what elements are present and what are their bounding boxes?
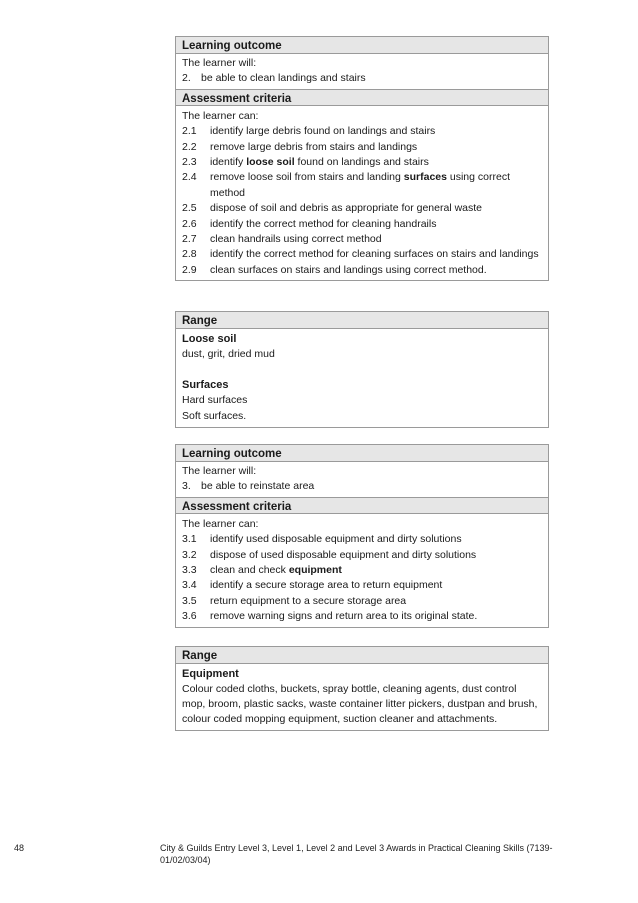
criteria-text: identify the correct method for cleaning handrails (210, 217, 437, 230)
learning-outcome-heading: Learning outcome (176, 37, 548, 54)
learning-outcome-statement (182, 479, 542, 494)
range-table-2 (175, 311, 549, 428)
learner-can-intro: The learner can: (182, 517, 259, 530)
criteria-text: return equipment to a secure storage area (210, 594, 407, 607)
criteria-number: 3.2 (182, 548, 197, 561)
criteria-text: identify the correct method for cleaning surfaces on stairs and landings (210, 248, 539, 261)
criteria-number: 2.6 (182, 217, 197, 230)
criteria-text: dispose of used disposable equipment and dirty solutions (210, 548, 477, 561)
learner-can-intro: The learner can: (182, 109, 259, 122)
criteria-number: 2.5 (182, 202, 197, 215)
criteria-number: 2.1 (182, 125, 197, 138)
criteria-number: 2.7 (182, 233, 197, 246)
criteria-text: identify large debris found on landings and stairs (210, 125, 436, 138)
criteria-text: remove large debris from stairs and landings (210, 140, 418, 153)
learner-will-intro: The learner will: (182, 57, 257, 69)
criteria-item (182, 217, 542, 232)
criteria-item (182, 170, 542, 201)
criteria-number: 3.4 (182, 579, 197, 592)
learning-outcome-3-table (175, 444, 549, 628)
range-desc-soft-surfaces: Soft surfaces. (182, 409, 247, 422)
range-term-highlight: surfaces (403, 171, 447, 184)
criteria-item (182, 124, 542, 139)
range-term-equipment: Equipment (182, 668, 239, 680)
range-desc-loose-soil: dust, grit, dried mud (182, 348, 275, 361)
criteria-item (182, 532, 542, 547)
outcome-number: 3. (182, 480, 191, 493)
criteria-number: 2.8 (182, 248, 197, 261)
range-desc-hard-surfaces: Hard surfaces (182, 394, 248, 407)
range-term-loose-soil: Loose soil (182, 333, 237, 345)
criteria-item (182, 578, 542, 593)
criteria-item (182, 140, 542, 155)
criteria-list (182, 532, 542, 624)
criteria-number: 3.3 (182, 564, 197, 577)
criteria-item (182, 201, 542, 216)
criteria-list (182, 124, 542, 278)
footer-text: City & Guilds Entry Level 3, Level 1, Level 2 and Level 3 Awards in Practical Cleaning Skills (7139-01/02/03/04) (160, 843, 553, 865)
criteria-number: 3.6 (182, 610, 197, 623)
page-number: 48 (14, 843, 25, 853)
criteria-text: clean handrails using correct method (210, 233, 382, 246)
assessment-criteria-heading: Assessment criteria (176, 497, 548, 514)
range-heading: Range (176, 312, 548, 329)
criteria-number: 3.1 (182, 533, 197, 546)
criteria-item (182, 247, 542, 262)
criteria-text: dispose of soil and debris as appropriate for general waste (210, 202, 482, 215)
criteria-number: 2.3 (182, 156, 197, 169)
range-term-highlight: loose soil (246, 156, 295, 169)
criteria-text: remove loose soil from stairs and landing surfaces using correct method (210, 171, 510, 199)
range-term-surfaces: Surfaces (182, 378, 229, 391)
criteria-text: remove warning signs and return area to its original state. (210, 610, 478, 623)
criteria-text: identify loose soil found on landings and stairs (210, 156, 429, 169)
criteria-number: 2.2 (182, 140, 197, 153)
criteria-item (182, 232, 542, 247)
criteria-text: identify used disposable equipment and dirty solutions (210, 533, 462, 546)
learning-outcome-statement (182, 71, 542, 86)
range-desc-equipment: Colour coded cloths, buckets, spray bottle, cleaning agents, dust control mop, broom, plastic sacks, waste container litter pickers, dustpan and brush, colour coded mopping equipment, suction cleaner and attachments. (182, 683, 538, 725)
criteria-text: clean and check equipment (210, 564, 342, 577)
criteria-text: clean surfaces on stairs and landings using correct method. (210, 263, 487, 276)
range-term-highlight: equipment (288, 564, 342, 577)
criteria-item (182, 563, 542, 578)
criteria-text: identify a secure storage area to return equipment (210, 579, 443, 592)
criteria-item (182, 263, 542, 278)
criteria-number: 2.9 (182, 263, 197, 276)
learning-outcome-2-table (175, 36, 549, 281)
learner-will-intro: The learner will: (182, 465, 257, 477)
criteria-item (182, 609, 542, 624)
criteria-number: 3.5 (182, 594, 197, 607)
outcome-text: be able to clean landings and stairs (201, 72, 366, 85)
criteria-item (182, 155, 542, 170)
outcome-number: 2. (182, 72, 191, 85)
range-heading: Range (176, 647, 548, 664)
criteria-item (182, 548, 542, 563)
assessment-criteria-heading: Assessment criteria (176, 89, 548, 106)
range-table-3 (175, 646, 549, 731)
outcome-text: be able to reinstate area (201, 480, 315, 493)
criteria-number: 2.4 (182, 171, 197, 184)
learning-outcome-heading: Learning outcome (176, 445, 548, 462)
criteria-item (182, 594, 542, 609)
